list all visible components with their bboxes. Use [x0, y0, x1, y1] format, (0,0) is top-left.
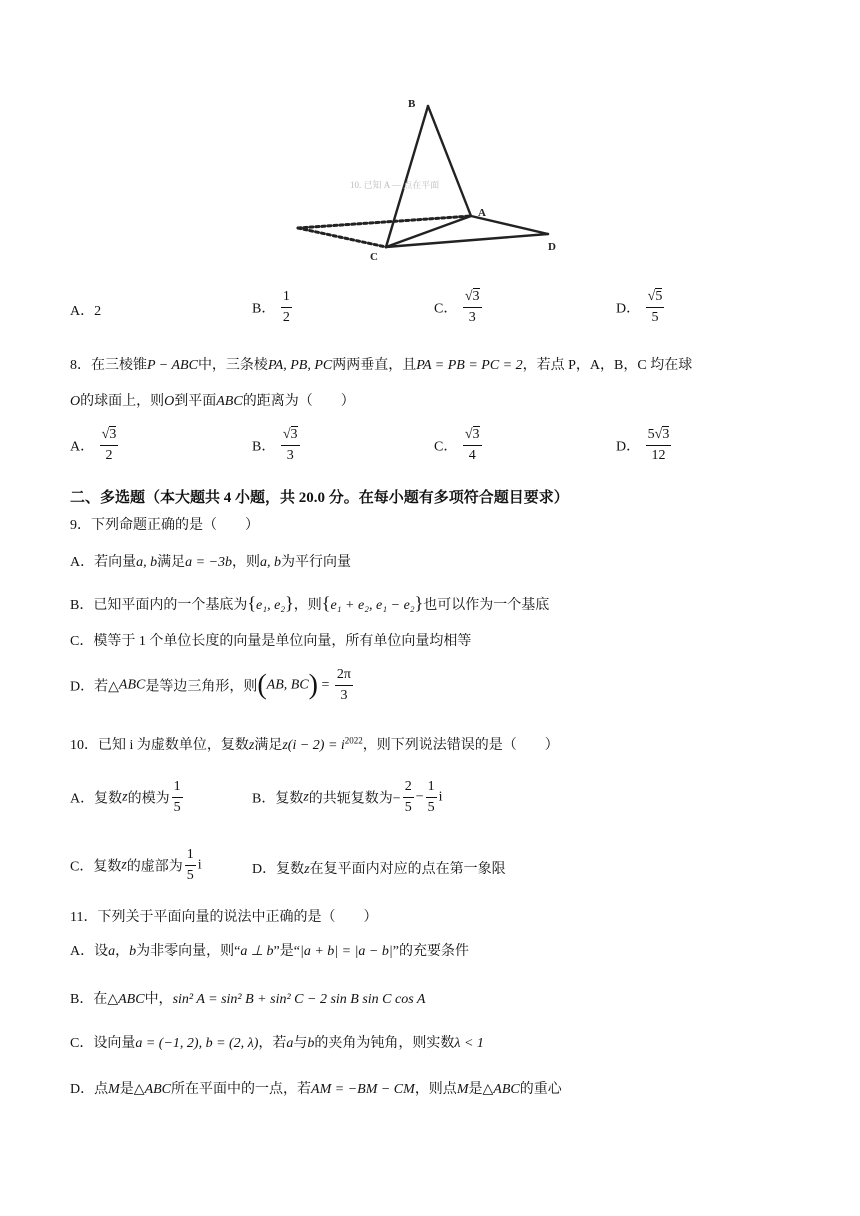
q11-option-c: C．设向量a = (−1, 2), b = (2, λ)，若a与b的夹角为钝角，则实数λ < 1: [70, 1036, 484, 1051]
section-heading: 二、多选题（本大题共 4 小题，共 20.0 分。在每小题有多项符合题目要求）: [70, 490, 569, 506]
q7-option-a: A．2: [70, 304, 102, 319]
q8-option-a: A． $\frac{√3}{2}$: [70, 427, 117, 463]
vertex-d-label: D: [548, 241, 556, 253]
q8-option-c: C． $\frac{√3}{4}$: [434, 427, 480, 463]
q9-option-d: D．若△ABC是等边三角形，则(AB, BC) = $\frac{2\pi}{3}$: [70, 667, 351, 703]
q11-option-d: D．点M是△ABC所在平面中的一点，若AM = −BM − CM，则点M是△ABC的重心: [70, 1082, 562, 1097]
q8-stem-line2: O的球面上，则O到平面ABC的距离为（ ）: [70, 394, 355, 409]
pyramid-figure: [290, 92, 570, 272]
q9-option-b: B．已知平面内的一个基底为{e₁, e₂}，则{e₁ + e₂, e₁ − e₂}也可以作为一个基底: [70, 593, 550, 613]
q8-option-d: D． $\frac{5√3}{12}$: [616, 427, 670, 463]
q8-option-b: B． $\frac{√3}{3}$: [252, 427, 298, 463]
blurred-note: 10. 已知 A — 点在平面: [350, 180, 440, 190]
q7-option-b: B． $\frac{1}{2}$: [252, 289, 290, 325]
q10-option-b: B．复数z的共轭复数为− $\frac{2}{5}$ − $\frac{1}{5}$ i: [252, 779, 443, 815]
vertex-b-label: B: [408, 98, 416, 110]
q9-stem: 9．下列命题正确的是（ ）: [70, 518, 259, 533]
q9-option-a: A．若向量a, b满足a = −3b，则a, b为平行向量: [70, 555, 352, 570]
q7-option-c: C． $\frac{√3}{3}$: [434, 289, 480, 325]
q9-option-c: C．模等于 1 个单位长度的向量是单位向量，所有单位向量均相等: [70, 634, 472, 649]
q10-option-a: A．复数z的模为 $\frac{1}{5}$: [70, 779, 181, 815]
q8-stem-line1: 8．在三棱锥P − ABC中，三条棱PA, PB, PC两两垂直，且PA = PB = PC = 2，若点 P，A，B，C 均在球: [70, 358, 693, 373]
q7-option-d: D． $\frac{√5}{5}$: [616, 289, 663, 325]
q11-stem: 11．下列关于平面向量的说法中正确的是（ ）: [70, 910, 378, 925]
q10-option-d: D．复数z在复平面内对应的点在第一象限: [252, 862, 506, 877]
q10-stem: 10．已知 i 为虚数单位，复数z满足$z(i - 2) = i^{2022}$，则下列说法错误的是（ ）: [70, 735, 559, 753]
q11-option-a: A．设a，b为非零向量，则“a ⊥ b”是“|a + b| = |a − b|”的充要条件: [70, 944, 469, 959]
vertex-c-label: C: [370, 251, 378, 263]
q11-option-b: B．在△ABC中，sin² A = sin² B + sin² C − 2 sin B sin C cos A: [70, 992, 426, 1007]
q10-option-c: C．复数z的虚部为 $\frac{1}{5}$ i: [70, 847, 202, 883]
vertex-a-label: A: [478, 207, 486, 219]
